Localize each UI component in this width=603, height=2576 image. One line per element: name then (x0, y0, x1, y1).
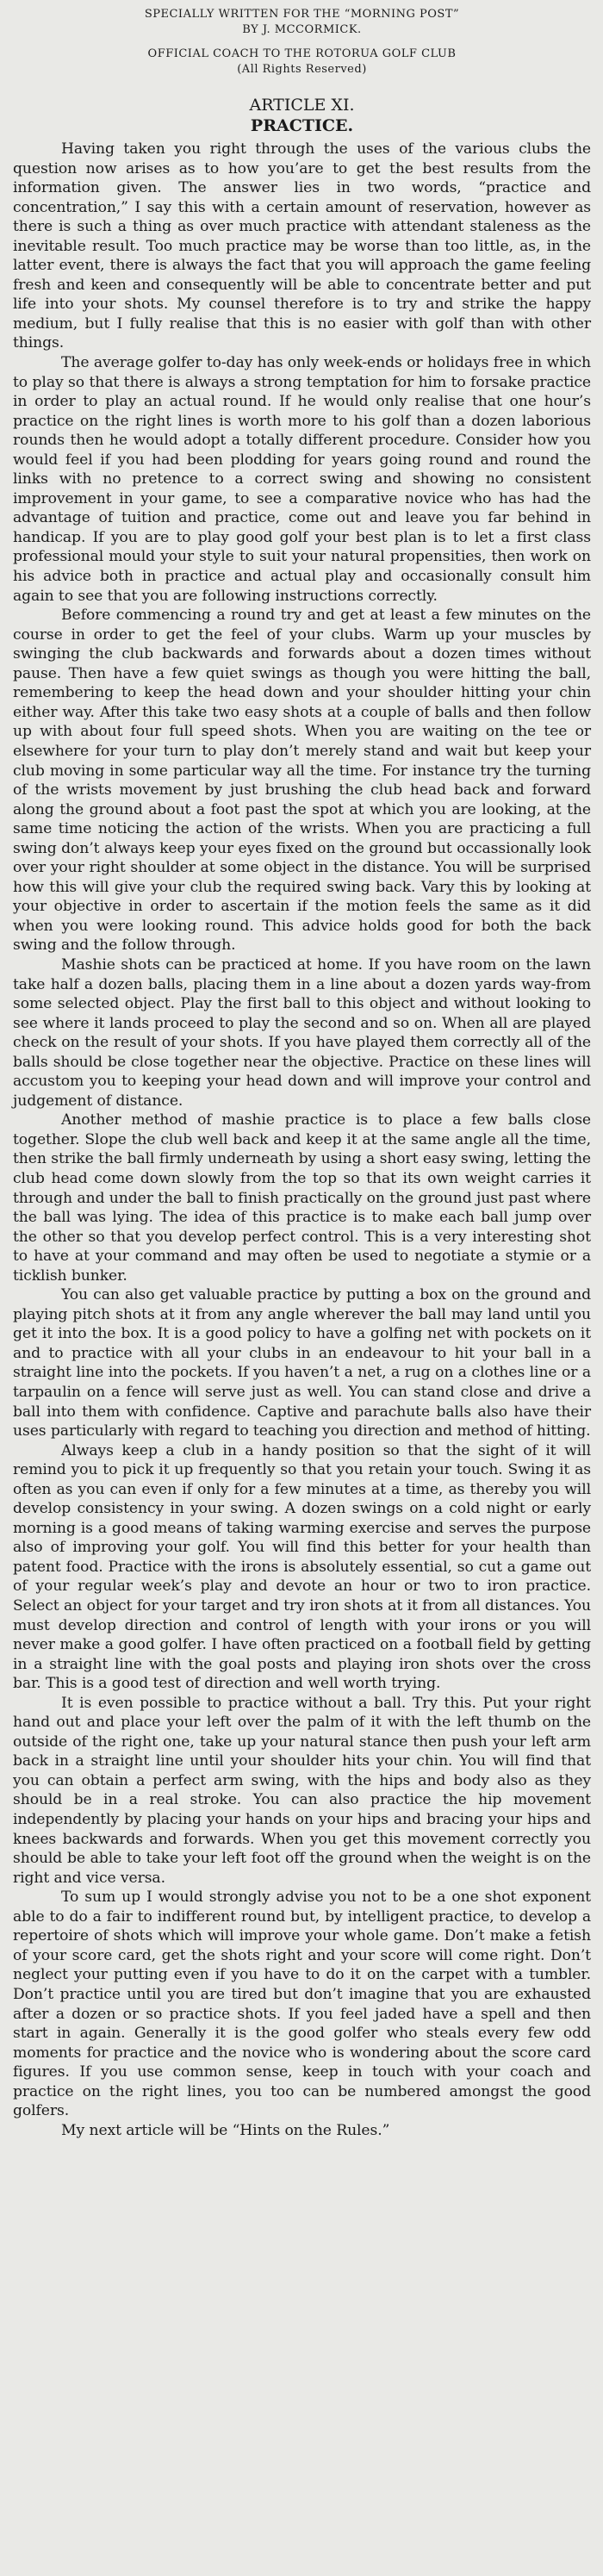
byline-commission: SPECIALLY WRITTEN FOR THE “MORNING POST” (144, 8, 460, 21)
paragraph: Always keep a club in a handy position so that the sight of it will remind you to pick it up frequently so that you retain your touch. Swing it as often as you can even if only for a few minutes at a time, as thereby you will develop consistency in your swing. A dozen swings on a cold night or early morning is a good means of taking warming exercise and serves the purpose also of improving your golf. You will find this better for your health than patent food. Practice with the irons is absolutely essential, so cut a game out of your regular week’s play and devote an hour or two to iron practice. Select an object for your target and try iron shots at it from all distances. You must develop direction and control of length with your irons or you will never make a good golfer. I have often practiced on a football field by getting in a straight line with the goal posts and playing iron shots over the cross bar. This is a good test of direction and well worth trying. (13, 1441, 591, 1693)
article-body (13, 140, 591, 2140)
article-title: PRACTICE. (250, 116, 354, 135)
paragraph: Another method of mashie practice is to place a few balls close together. Slope the club well back and keep it at the same angle all the time, then strike the ball firmly underneath by using a short easy swing, letting the club head come down slowly from the top so that its own weight carries it through and under the ball to finish practically on the ground just past where the ball was lying. The idea of this practice is to make each ball jump over the other so that you develop perfect control. This is a very interesting shot to have at your command and may often be used to negotiate a stymie or a ticklish bunker. (13, 1111, 591, 1285)
paragraph: Before commencing a round try and get at least a few minutes on the course in order to get the feel of your clubs. Warm up your muscles by swinging the club backwards and forwards about a dozen times without pause. Then have a few quiet swings as though you were hitting the ball, remembering to keep the head down and your shoulder hitting your chin either way. After this take two easy shots at a couple of balls and then follow up with about four full speed shots. When you are waiting on the tee or elsewhere for your turn to play don’t merely stand and wait but keep your club moving in some particular way all the time. For instance try the turning of the wrists movement by just brushing the club head back and forward along the ground about a foot past the spot at which you are looking, at the same time noticing the action of the wrists. When you are practicing a full swing don’t always keep your eyes fixed on the ground but occassionally look over your right shoulder at some object in the distance. You will be surprised how this will give your club the required swing back. Vary this by looking at your objective in order to ascertain if the motion feels the same as it did when you were looking round. This advice holds good for both the back swing and the follow through. (13, 607, 591, 955)
paragraph: The average golfer to-day has only week-ends or holidays free in which to play so that there is always a strong temptation for him to forsake practice in order to play an actual round. If he would only realise that one hour’s practice on the right lines is worth more to his golf than a dozen laborious rounds then he would adopt a totally different procedure. Consider how you would feel if you had been plodding for years going round and round the links with no pretence to a correct swing and showing no consistent improvement in your game, to see a comparative novice who has had the advantage of tuition and practice, come out and leave you far behind in handicap. If you are to play good golf your best plan is to let a first class professional mould your style to suit your natural propensities, then work on his advice both in practice and actual play and occasionally consult him again to see that you are following instructions correctly. (13, 354, 591, 605)
paragraph: Mashie shots can be practiced at home. If you have room on the lawn take half a dozen balls, placing them in a line about a dozen yards way-from some selected object. Play the first ball to this object and without looking to see where it lands proceed to play the second and so on. When all are played check on the result of your shots. If you have played them correctly all of the balls should be close together near the objective. Practice on these lines will accustom you to keeping your head down and will improve your control and judgement of distance. (13, 955, 591, 1110)
next-article-note: My next article will be “Hints on the Rules.” (61, 2121, 390, 2139)
paragraph: Having taken you right through the uses of the various clubs the question now arises as to how you’are to get the best results from the information given. The answer lies in two words, “practice and concentration,” I say this with a certain amount of reservation, however as there is such a thing as over much practice with attendant staleness as the inevitable result. Too much practice may be worse than too little, as, in the latter event, there is always the fact that you will approach the game feeling fresh and keen and consequently will be able to concentrate better and put life into your shots. My counsel therefore is to try and strike the happy medium, but I fully realise that this is no easier with golf than with other things. (13, 140, 591, 352)
copyright-notice: (All Rights Reserved) (237, 63, 367, 76)
byline-affiliation: OFFICIAL COACH TO THE ROTORUA GOLF CLUB (147, 47, 457, 60)
paragraph: You can also get valuable practice by putting a box on the ground and playing pitch shots at it from any angle wherever the ball may land until you get it into the box. It is a good policy to have a golfing net with pockets on it and to practice with all your clubs in an endeavour to hit your ball in a straight line into the pockets. If you haven’t a net, a rug on a clothes line or a tarpaulin on a fence will serve just as well. You can stand close and drive a ball into them with confidence. Captive and parachute balls also have their uses particularly with regard to teaching you direction and method of hitting. (13, 1286, 591, 1440)
article-number: ARTICLE XI. (249, 96, 355, 115)
paragraph: It is even possible to practice without a ball. Try this. Put your right hand out and place your left over the palm of it with the left thumb on the outside of the right one, take up your natural stance then push your left arm back in a straight line until your shoulder hits your chin. You will find that you can obtain a perfect arm swing, with the hips and body also as they should be in a real stroke. You can also practice the hip movement independently by placing your hands on your hips and bracing your hips and knees backwards and forwards. When you get this movement correctly you should be able to take your left foot off the ground when the weight is on the right and vice versa. (13, 1694, 591, 1887)
paragraph: To sum up I would strongly advise you not to be a one shot exponent able to do a fair to indifferent round but, by intelligent practice, to develop a repertoire of shots which will improve your whole game. Don’t make a fetish of your score card, get the shots right and your score will come right. Don’t neglect your putting even if you have to do it on the carpet with a tumbler. Don’t practice until you are tired but don’t imagine that you are exhausted after a dozen or so practice shots. If you feel jaded have a spell and then start in again. Generally it is the good golfer who steals every few odd moments for practice and the novice who is wondering about the score card figures. If you use common sense, keep in touch with your coach and practice on the right lines, you too can be numbered amongst the good golfers. (13, 1888, 591, 2120)
byline-author: BY J. MCCORMICK. (242, 23, 362, 36)
